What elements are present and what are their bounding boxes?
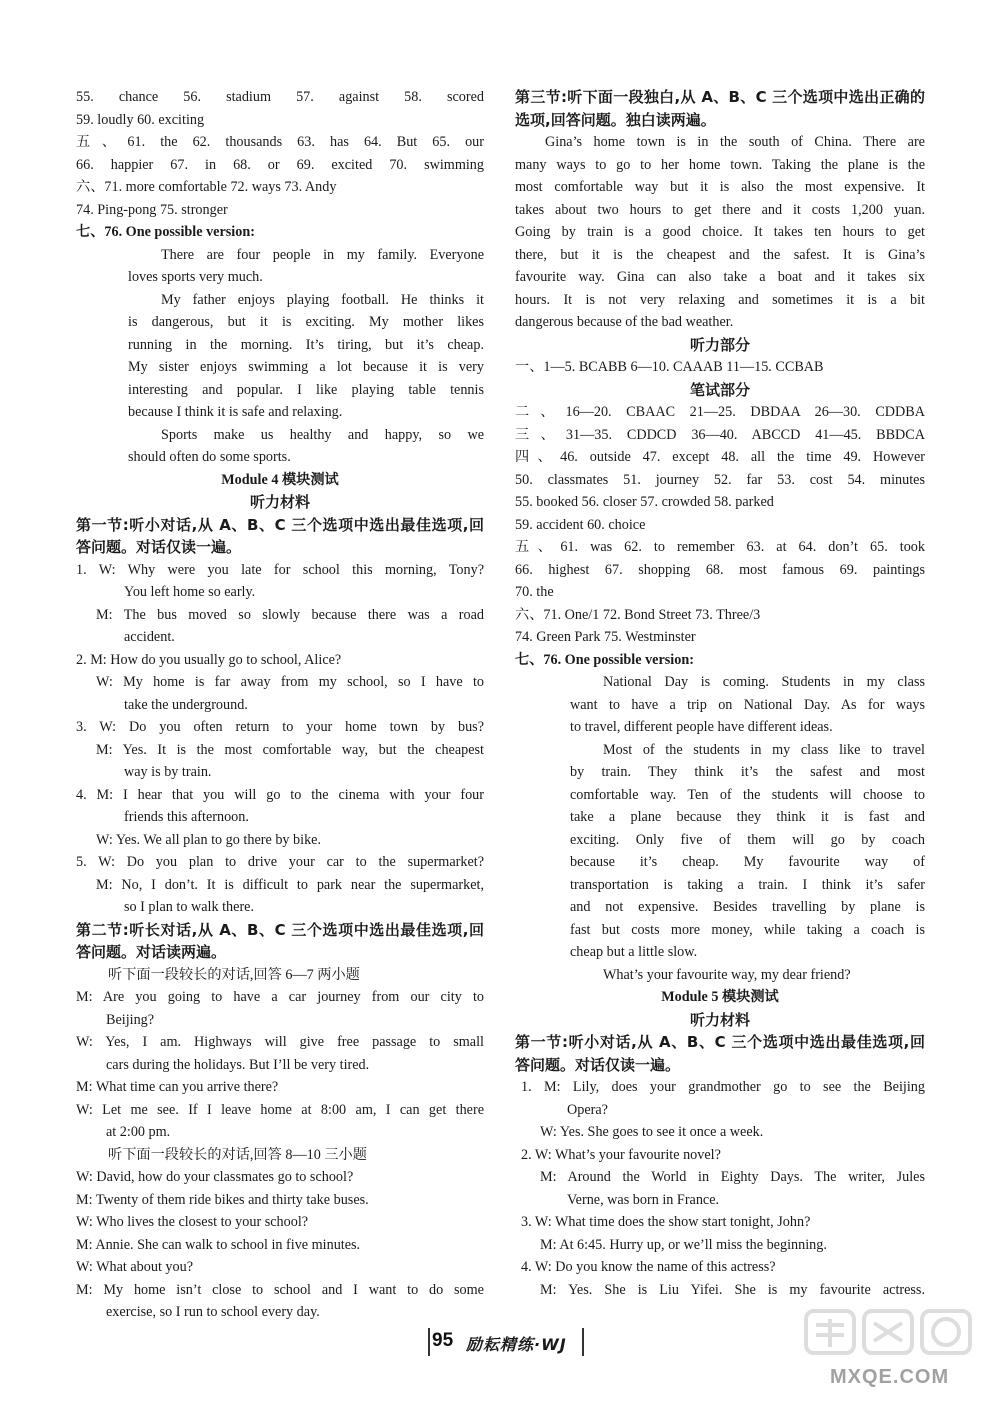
right-column-line: to travel, different people have different ideas. [570,719,833,735]
left-column-line: 六、71. more comfortable 72. ways 73. Andy [76,179,337,195]
right-column [515,86,925,1301]
left-column-line: W: My home is far away from my school, so I have to [96,674,484,690]
right-column-line: M: At 6:45. Hurry up, or we’ll miss the beginning. [540,1236,827,1253]
right-column-line: 55. booked 56. closer 57. crowded 58. parked [515,494,774,510]
left-column-line: M: My home isn’t close to school and I want to do some [76,1281,484,1298]
right-column-line: take a plane because they think it is fast and [570,809,925,825]
left-column-line: is dangerous, but it is exciting. My mother likes [128,314,484,330]
right-column-line: W: Yes. She goes to see it once a week. [540,1124,764,1140]
left-column-line: 听下面一段较长的对话,回答 6—7 两小题 [108,966,360,983]
right-column-line: 74. Green Park 75. Westminster [515,629,696,645]
right-column-line: Going by train is a good choice. It takes ten hours to get [515,224,925,240]
left-column-line: You left home so early. [124,584,256,600]
left-column-line: 听下面一段较长的对话,回答 8—10 三小题 [108,1146,367,1163]
right-column-line: Module 5 模块测试 [661,989,779,1005]
right-column-line: 七、76. One possible version: [515,651,694,668]
right-column-line: Verne, was born in France. [567,1191,720,1208]
right-column-line: 六、71. One/1 72. Bond Street 73. Three/3 [515,606,761,623]
left-column-line: way is by train. [124,764,212,780]
right-column-line: Opera? [567,1101,608,1118]
left-column-line: because I think it is safe and relaxing. [128,404,343,420]
left-column-line: Sports make us healthy and happy, so we [161,426,484,443]
left-column-line: 第二节:听长对话,从 A、B、C 三个选项中选出最佳选项,回 [76,920,484,939]
brand-logo: 励耘精练·WJ [466,1335,567,1354]
left-column-line: 答问题。对话读两遍。 [76,943,227,961]
left-column-line: 74. Ping-pong 75. stronger [76,201,228,218]
left-column-line: accident. [124,629,175,645]
right-column-line: many ways to go to her home town. Taking the plane is the [515,156,925,173]
left-column-line: interesting and popular. I like playing table tennis [128,381,484,398]
right-column-line: 4. W: Do you know the name of this actress? [521,1259,776,1275]
left-column-line: M: Are you going to have a car journey from our city to [76,989,484,1005]
right-column-line: cheap but a little slow. [570,944,698,960]
right-column-line: 66. highest 67. shopping 68. most famous 69. paintings [515,561,925,578]
right-column-line: dangerous because of the bad weather. [515,314,734,330]
footer-divider [582,1328,584,1356]
left-column-line: My sister enjoys swimming a lot because it is very [128,359,484,375]
right-column-line: 四、46. outside 47. except 48. all the time 49. However [515,449,925,465]
left-column-line: 2. M: How do you usually go to school, Alice? [76,651,342,668]
left-column-line: Module 4 模块测试 [221,471,339,488]
right-column-line: 五、61. was 62. to remember 63. at 64. don’t 65. took [515,539,925,555]
right-column-line: 70. the [515,584,554,600]
right-column-line: 3. W: What time does the show start tonight, John? [521,1214,811,1230]
left-column-line: Beijing? [106,1011,155,1028]
right-column-line: 听力材料 [689,1010,750,1029]
right-column-line: exciting. Only five of them will go by coach [570,831,925,848]
left-column-line: loves sports very much. [128,269,263,285]
right-column-line: 听力部分 [689,335,750,354]
left-column-line: 七、76. One possible version: [76,224,255,240]
right-column-line: 笔试部分 [689,380,750,399]
left-column-line: take the underground. [124,696,248,713]
right-column-line: fast but costs more money, while taking a coach is [570,921,925,938]
left-column-line: 第一节:听小对话,从 A、B、C 三个选项中选出最佳选项,回 [76,515,484,534]
right-column-line: 答问题。对话仅读一遍。 [515,1055,681,1074]
right-column-line: 二、16—20. CBAAC 21—25. DBDAA 26—30. CDDBA [515,404,925,420]
right-column-line: 59. accident 60. choice [515,516,646,533]
right-column-line: 2. W: What’s your favourite novel? [521,1146,721,1163]
left-column-line: M: Yes. It is the most comfortable way, but the cheapest [96,741,484,758]
left-column [76,86,484,1324]
left-column-line: 五、61. the 62. thousands 63. has 64. But 65. our [76,134,484,150]
left-column-line: W: What about you? [76,1259,194,1275]
left-column-line: 5. W: Do you plan to drive your car to the supermarket? [76,854,484,870]
right-column-line: and not expensive. Besides travelling by plane is [570,899,925,915]
left-column-line: 1. W: Why were you late for school this morning, Tony? [76,561,484,578]
right-column-line: 第三节:听下面一段独白,从 A、B、C 三个选项中选出正确的 [515,88,925,106]
right-column-line: because it’s cheap. My favourite way of [570,854,925,870]
right-column-line: transportation is taking a train. I think it’s safer [570,876,925,893]
right-column-line: M: Around the World in Eighty Days. The writer, Jules [540,1169,925,1185]
left-column-line: friends this afternoon. [124,809,249,825]
right-column-line: 1. M: Lily, does your grandmother go to see the Beijing [521,1079,925,1095]
left-column-line: M: Twenty of them ride bikes and thirty take buses. [76,1191,369,1208]
right-column-line: 一、1—5. BCABB 6—10. CAAAB 11—15. CCBAB [515,359,824,375]
left-column-line: 55. chance 56. stadium 57. against 58. scored [76,89,484,105]
right-column-line: What’s your favourite way, my dear friend? [603,966,851,983]
page-number: 95 [432,1330,454,1351]
left-column-line: exercise, so I run to school every day. [106,1304,320,1320]
left-column-line: W: Who lives the closest to your school? [76,1214,309,1230]
right-column-line: there, but it is the cheapest and the safest. It is Gina’s [515,246,925,263]
right-column-line: takes about two hours to get there and it costs 1,200 yuan. [515,201,925,218]
left-column-line: M: What time can you arrive there? [76,1079,279,1095]
left-column-line: M: The bus moved so slowly because there was a road [96,606,484,623]
right-column-line: 选项,回答问题。独白读两遍。 [515,110,716,129]
left-column-line: My father enjoys playing football. He thinks it [161,291,484,308]
left-column-line: M: Annie. She can walk to school in five minutes. [76,1236,361,1253]
left-column-line: cars during the holidays. But I’ll be very tired. [106,1056,370,1073]
left-column-line: running in the morning. It’s tiring, but it’s cheap. [128,336,484,353]
left-column-line: 答问题。对话仅读一遍。 [76,538,242,556]
right-column-line: 50. classmates 51. journey 52. far 53. cost 54. minutes [515,471,925,488]
left-column-line: so I plan to walk there. [124,899,255,915]
left-column-line: W: Yes, I am. Highways will give free passage to small [76,1034,484,1050]
left-column-line: 4. M: I hear that you will go to the cinema with your four [76,786,484,803]
left-column-line: 3. W: Do you often return to your home town by bus? [76,719,484,735]
right-column-line: National Day is coming. Students in my class [603,674,925,690]
left-column-line: 66. happier 67. in 68. or 69. excited 70. swimming [76,156,484,173]
right-column-line: favourite way. Gina can also take a boat and it takes six [515,269,925,285]
right-column-line: Gina’s home town is in the south of China. There are [545,134,925,150]
right-column-line: comfortable way. Ten of the students will choose to [570,786,925,803]
right-column-line: want to have a trip on National Day. As for ways [570,696,925,713]
right-column-line: M: Yes. She is Liu Yifei. She is my favourite actress. [540,1281,925,1298]
left-column-line: 59. loudly 60. exciting [76,111,205,128]
watermark-text: MXQE.COM [830,1366,950,1388]
left-column-line: There are four people in my family. Everyone [161,246,484,263]
left-column-line: W: David, how do your classmates go to school? [76,1169,354,1185]
left-column-line: M: No, I don’t. It is difficult to park near the supermarket, [96,876,484,893]
right-column-line: by train. They think it’s the safest and most [570,764,925,780]
right-column-line: Most of the students in my class like to travel [603,741,925,758]
right-column-line: most comfortable way but it is also the most expensive. It [515,179,925,195]
left-column-line: 听力材料 [249,493,310,511]
right-column-line: 三、31—35. CDDCD 36—40. ABCCD 41—45. BBDCA [515,426,925,443]
left-column-line: W: Let me see. If I leave home at 8:00 am, I can get there [76,1101,484,1118]
left-column-line: W: Yes. We all plan to go there by bike. [96,831,322,848]
right-column-line: 第一节:听小对话,从 A、B、C 三个选项中选出最佳选项,回 [515,1033,925,1051]
right-column-line: hours. It is not very relaxing and sometimes it is a bit [515,291,925,308]
left-column-line: should often do some sports. [128,449,291,465]
left-column-line: at 2:00 pm. [106,1124,171,1140]
